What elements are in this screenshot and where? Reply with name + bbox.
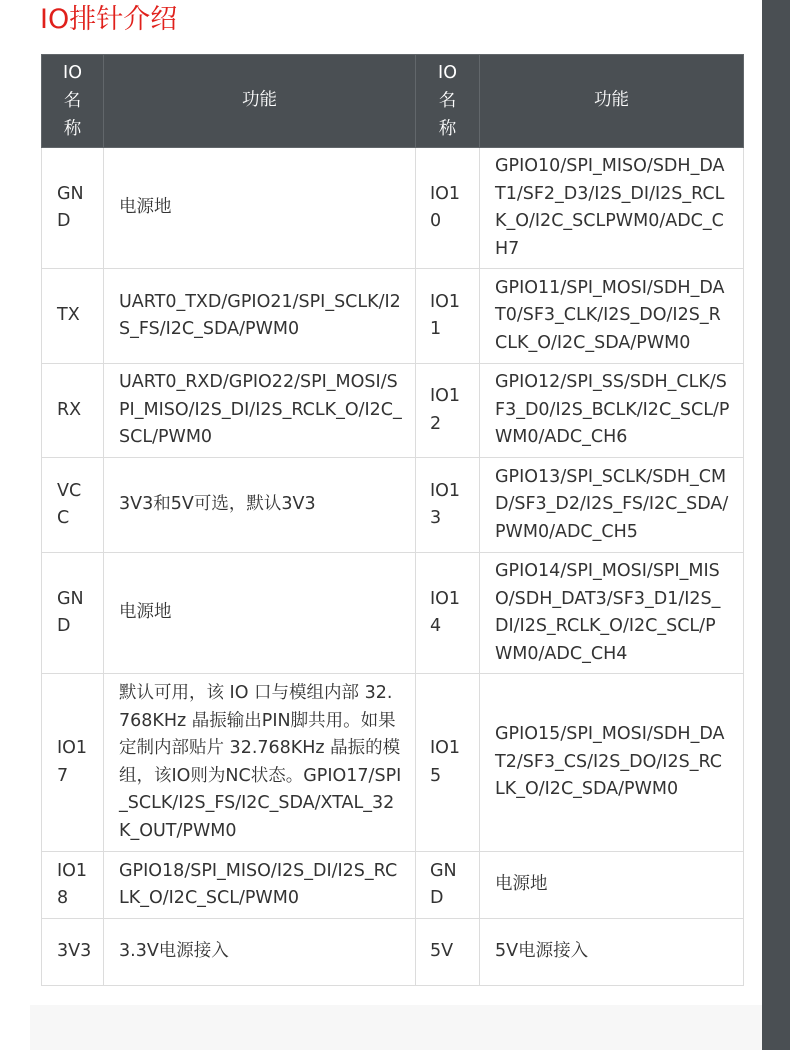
- pin-function: UART0_TXD/GPIO21/SPI_SCLK/I2S_FS/I2C_SDA/PWM0: [104, 269, 416, 364]
- left-margin: [0, 0, 30, 1050]
- table-row: [42, 269, 744, 364]
- pin-function: 5V电源接入: [480, 919, 744, 986]
- pin-name: IO10: [416, 148, 480, 269]
- pin-name: GND: [42, 148, 104, 269]
- pin-name: IO17: [42, 674, 104, 852]
- table-row: [42, 364, 744, 458]
- pin-name: 3V3: [42, 919, 104, 986]
- pin-function: GPIO11/SPI_MOSI/SDH_DAT0/SF3_CLK/I2S_DO/I2S_RCLK_O/I2C_SDA/PWM0: [480, 269, 744, 364]
- pin-name: IO14: [416, 553, 480, 674]
- pin-function: GPIO18/SPI_MISO/I2S_DI/I2S_RCLK_O/I2C_SCL/PWM0: [104, 852, 416, 919]
- left-margin-bottom: [0, 1005, 30, 1050]
- pin-name: GND: [42, 553, 104, 674]
- table-row: [42, 674, 744, 852]
- pin-name: VCC: [42, 458, 104, 553]
- header-function: 功能: [104, 55, 416, 148]
- pin-function: 电源地: [104, 553, 416, 674]
- header-function: 功能: [480, 55, 744, 148]
- pin-name: 5V: [416, 919, 480, 986]
- table-row: [42, 553, 744, 674]
- table-row: [42, 458, 744, 553]
- footer-band: [30, 1005, 762, 1050]
- pin-function: GPIO14/SPI_MOSI/SPI_MISO/SDH_DAT3/SF3_D1/I2S_DI/I2S_RCLK_O/I2C_SCL/PWM0/ADC_CH4: [480, 553, 744, 674]
- table-row: [42, 148, 744, 269]
- pin-function: GPIO12/SPI_SS/SDH_CLK/SF3_D0/I2S_BCLK/I2C_SCL/PWM0/ADC_CH6: [480, 364, 744, 458]
- pin-name: IO13: [416, 458, 480, 553]
- pin-function: 3.3V电源接入: [104, 919, 416, 986]
- pin-name: TX: [42, 269, 104, 364]
- article-content: [30, 0, 762, 1005]
- pin-function: 电源地: [104, 148, 416, 269]
- pin-function: 3V3和5V可选，默认3V3: [104, 458, 416, 553]
- pin-function: GPIO10/SPI_MISO/SDH_DAT1/SF2_D3/I2S_DI/I2S_RCLK_O/I2C_SCLPWM0/ADC_CH7: [480, 148, 744, 269]
- pin-name: IO15: [416, 674, 480, 852]
- table-row: [42, 919, 744, 986]
- right-scroll-gutter: [762, 0, 790, 1050]
- pin-name: GND: [416, 852, 480, 919]
- pin-function: 电源地: [480, 852, 744, 919]
- pin-function: GPIO15/SPI_MOSI/SDH_DAT2/SF3_CS/I2S_DO/I2S_RCLK_O/I2C_SDA/PWM0: [480, 674, 744, 852]
- table-header-row: [42, 55, 744, 148]
- table-row: [42, 852, 744, 919]
- header-io-name: IO名称: [42, 55, 104, 148]
- pin-function: 默认可用，该 IO 口与模组内部 32.768KHz 晶振输出PIN脚共用。如果定制内部贴片 32.768KHz 晶振的模组，该IO则为NC状态。GPIO17/SPI_SCLK/I2S_FS/I2C_SDA/XTAL_32K_OUT/PWM0: [104, 674, 416, 852]
- header-io-name: IO名称: [416, 55, 480, 148]
- section-title: IO排针介绍: [40, 4, 178, 35]
- pin-name: IO18: [42, 852, 104, 919]
- io-pin-table: [41, 54, 744, 986]
- pin-name: RX: [42, 364, 104, 458]
- pin-name: IO11: [416, 269, 480, 364]
- pin-function: UART0_RXD/GPIO22/SPI_MOSI/SPI_MISO/I2S_DI/I2S_RCLK_O/I2C_SCL/PWM0: [104, 364, 416, 458]
- pin-name: IO12: [416, 364, 480, 458]
- pin-function: GPIO13/SPI_SCLK/SDH_CMD/SF3_D2/I2S_FS/I2C_SDA/PWM0/ADC_CH5: [480, 458, 744, 553]
